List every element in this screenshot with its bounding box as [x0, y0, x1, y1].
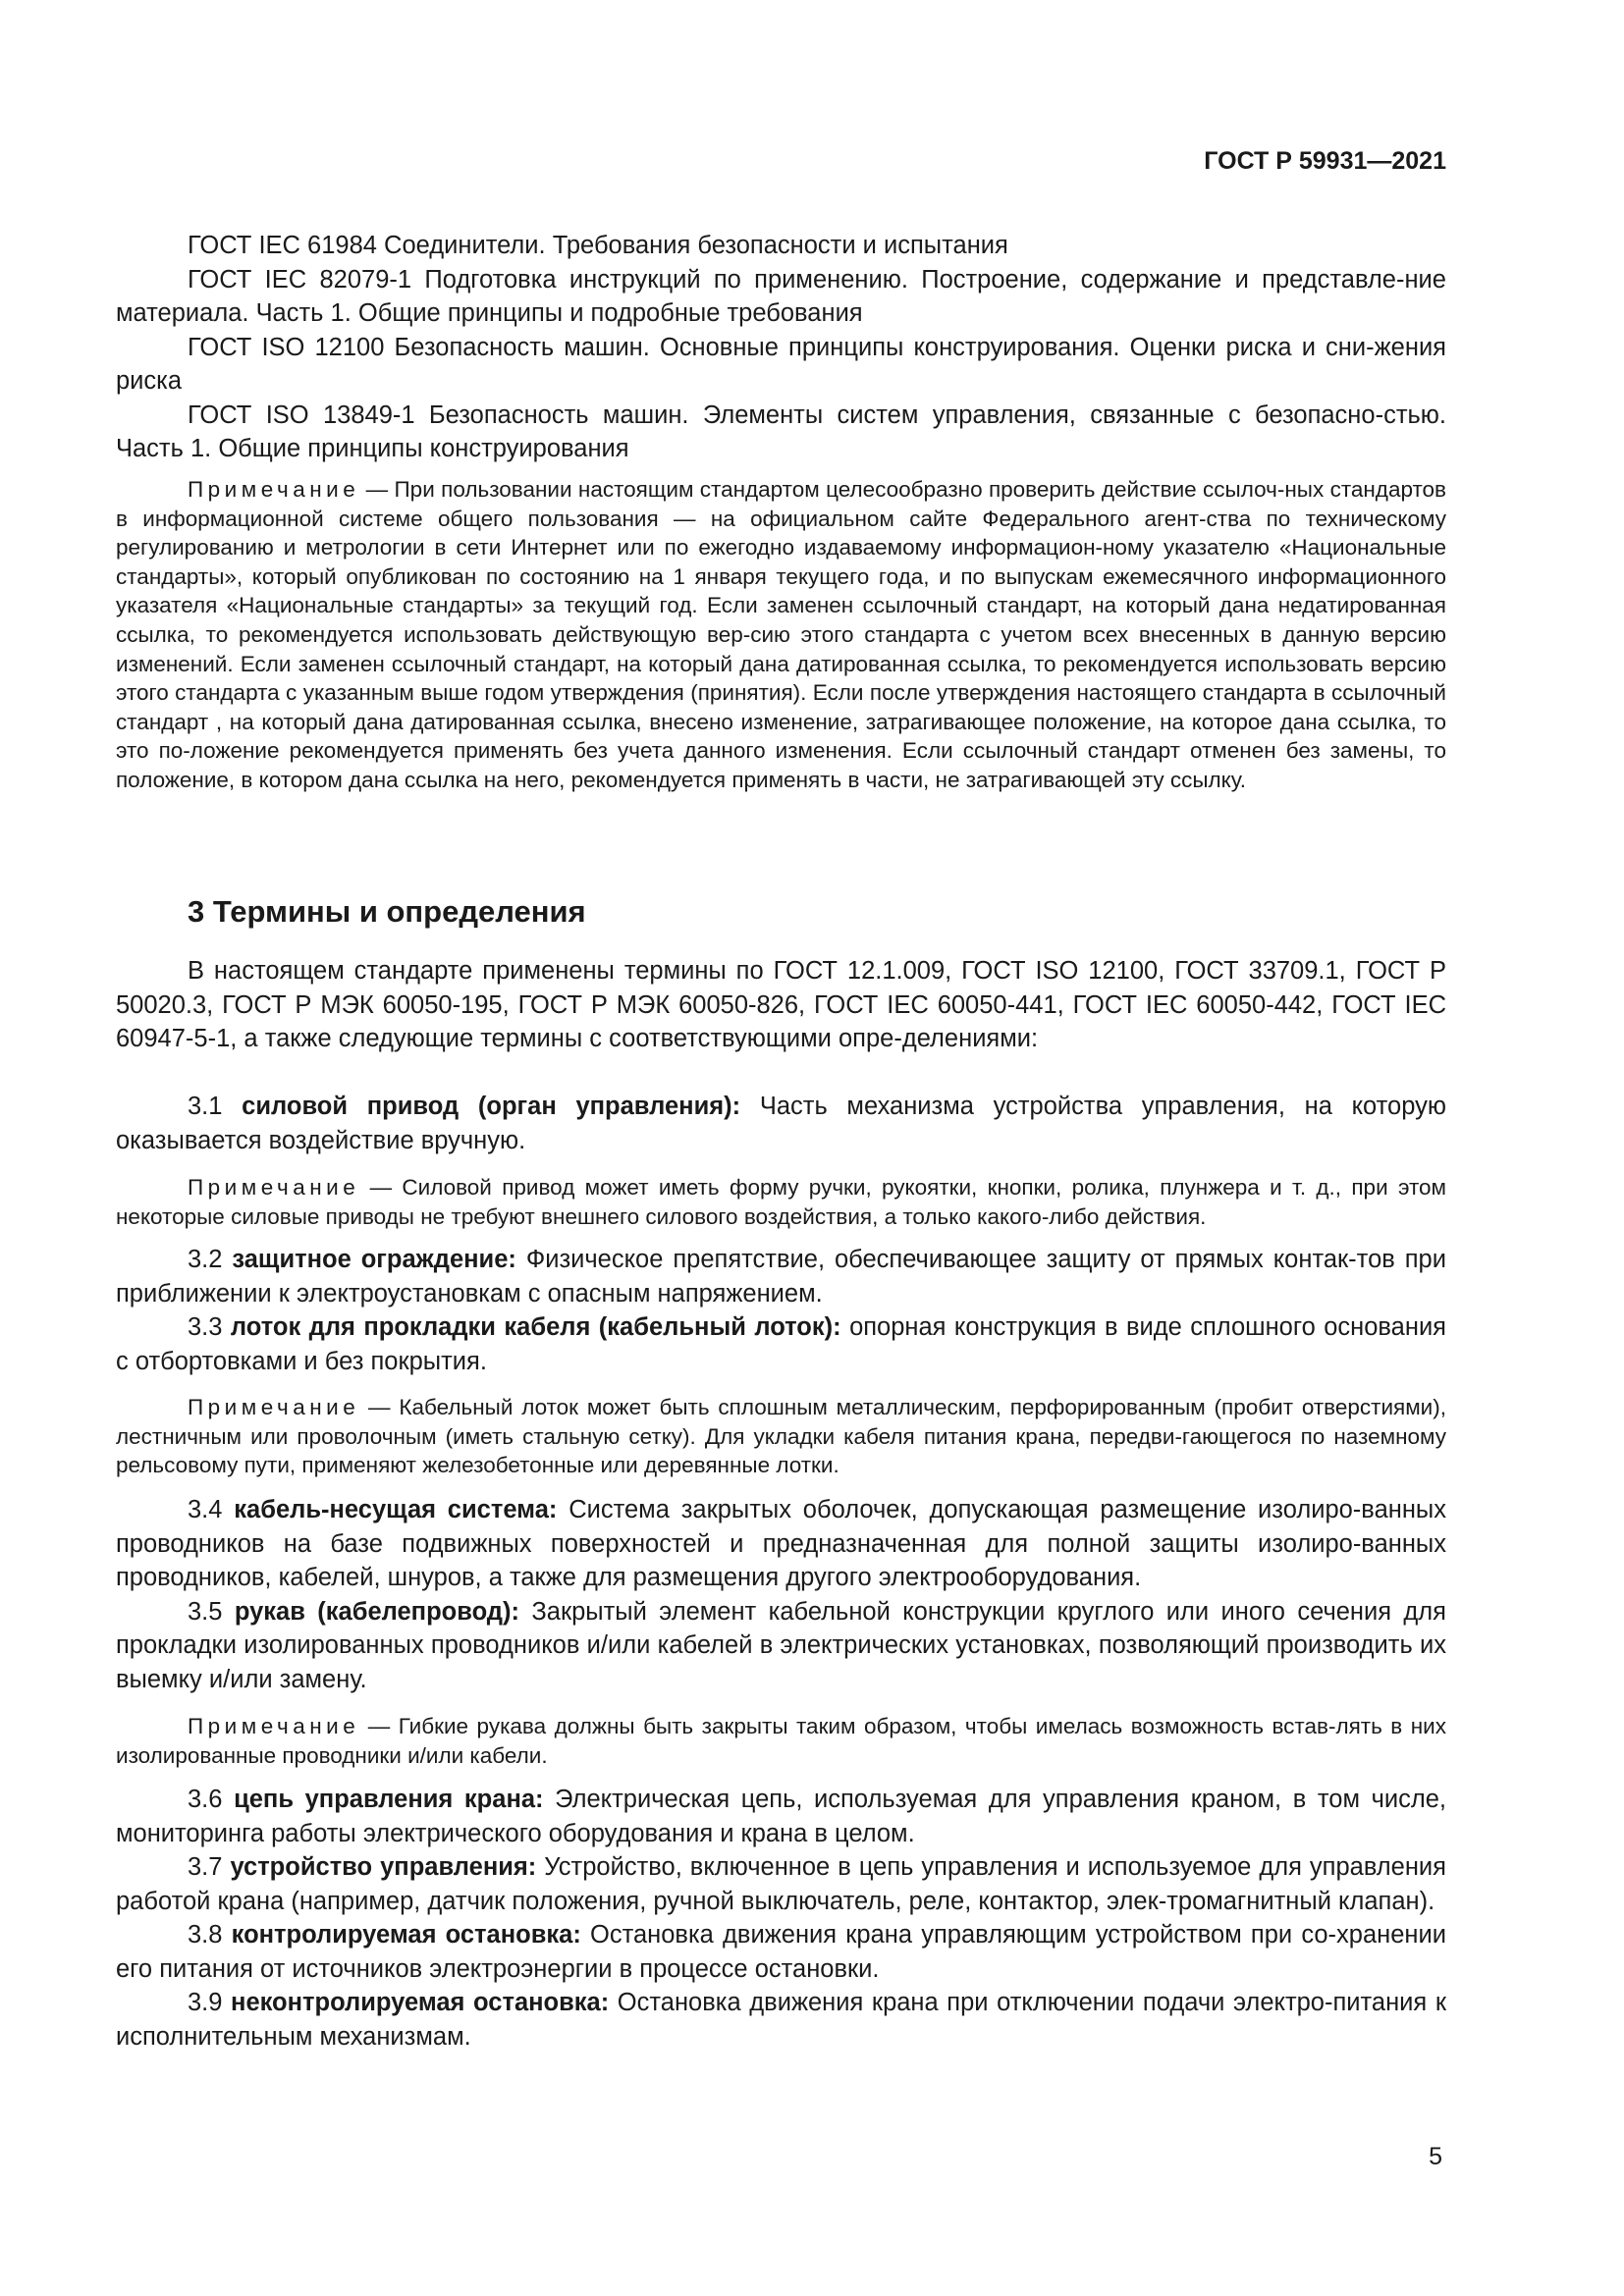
term-number: 3.6 [188, 1786, 223, 1813]
note-paragraph [116, 1393, 1446, 1480]
term-definition [116, 1850, 1446, 1918]
note-text: — При пользовании настоящим стандартом целесообразно проверить действие ссылоч-ных стандартов в информационной системе общего пользования — на официальном сайте Федерального агент-ства по техническому регулированию и метрологии в сети Интернет или по ежегодно издаваемому информацион-ному указателю «Национальные стандарты», который опубликован по состоянию на 1 января текущего года, и по выпускам ежемесячного информационного указателя «Национальные стандарты» за текущий год. Если заменен ссылочный стандарт, на который дана недатированная ссылка, то рекомендуется использовать действующую вер-сию этого стандарта с учетом всех внесенных в данную версию изменений. Если заменен ссылочный стандарт, на который дана датированная ссылка, то рекомендуется использовать версию этого стандарта с указанным выше годом утверждения (принятия). Если после утверждения настоящего стандарта в ссылочный стандарт , на который дана датированная ссылка, внесено изменение, затрагивающее положение, на которое дана ссылка, то это по-ложение рекомендуется применять без учета данного изменения. Если ссылочный стандарт отменен без замены, то положение, в котором дана ссылка на него, рекомендуется применять в части, не затрагивающей эту ссылку. [116, 477, 1446, 792]
term-name: кабель-несущая система: [234, 1496, 558, 1523]
term-number: 3.8 [188, 1921, 223, 1949]
term-text: Устройство, включенное в цепь управления и используемое для управления работой крана (например, датчик положения, ручной выключатель, реле, контактор, элек-тромагнитный клапан). [116, 1853, 1446, 1915]
term-definition [116, 1090, 1446, 1157]
note-text: — Гибкие рукава должны быть закрыты таким образом, чтобы имелась возможность встав-лять в них изолированные проводники и/или кабели. [116, 1714, 1446, 1768]
term-definition [116, 1595, 1446, 1697]
note-paragraph [116, 1712, 1446, 1770]
term-number: 3.9 [188, 1989, 223, 2016]
section-intro-paragraph: В настоящем стандарте применены термины по ГОСТ 12.1.009, ГОСТ ISO 12100, ГОСТ 33709.1, ГОСТ Р 50020.3, ГОСТ Р МЭК 60050-195, ГОСТ Р МЭК 60050-826, ГОСТ IEC 60050-441, ГОСТ IEC 60050-442, ГОСТ IEC 60947-5-1, а также следующие термины с соответствующими опре-делениями: [116, 957, 1446, 1052]
note-label: Примечание [188, 1395, 360, 1419]
term-text: Остановка движения крана при отключении подачи электро-питания к исполнительным механизмам. [116, 1989, 1446, 2051]
reference-item: ГОСТ IEC 61984 Соединители. Требования безопасности и испытания [188, 232, 1008, 259]
term-name: рукав (кабелепровод): [234, 1597, 519, 1626]
note-3-1 [116, 1173, 1446, 1231]
note-label: Примечание [188, 477, 360, 502]
term-name: цепь управления крана: [234, 1786, 544, 1813]
note-label: Примечание [188, 1714, 360, 1738]
term-name: устройство управления: [230, 1853, 537, 1881]
term-definition [116, 1493, 1446, 1595]
terms-3-6-to-3-9 [116, 1783, 1446, 2054]
note-3-5 [116, 1712, 1446, 1770]
note-label: Примечание [188, 1175, 360, 1200]
note-text: — Силовой привод может иметь форму ручки, рукоятки, кнопки, ролика, плунжера и т. д., при этом некоторые силовые приводы не требуют внешнего силового воздействия, а только какого-либо действия. [116, 1175, 1446, 1229]
term-name: защитное ограждение: [232, 1246, 516, 1273]
terms-3-4-to-3-5 [116, 1493, 1446, 1696]
term-text: Остановка движения крана управляющим устройством при со-хранении его питания от источников электроэнергии в процессе остановки. [116, 1921, 1446, 1983]
term-text: Физическое препятствие, обеспечивающее защиту от прямых контак-тов при приближении к электроустановкам с опасным напряжением. [116, 1246, 1446, 1308]
term-name: контролируемая остановка: [231, 1921, 581, 1949]
term-number: 3.4 [188, 1496, 223, 1523]
term-number: 3.3 [188, 1313, 223, 1341]
term-definition [116, 1918, 1446, 1986]
note-paragraph [116, 1173, 1446, 1231]
term-number: 3.1 [188, 1093, 223, 1120]
term-name: неконтролируемая остановка: [231, 1989, 610, 2016]
reference-item: ГОСТ ISO 12100 Безопасность машин. Основные принципы конструирования. Оценки риска и сни-жения риска [116, 333, 1446, 395]
document-identifier: ГОСТ Р 59931—2021 [1204, 147, 1446, 175]
term-number: 3.2 [188, 1246, 223, 1273]
section-3-heading-block [116, 893, 1446, 931]
term-definition [116, 1986, 1446, 2054]
term-number: 3.7 [188, 1853, 223, 1881]
reference-item: ГОСТ IEC 82079-1 Подготовка инструкций по применению. Построение, содержание и представле-ние материала. Часть 1. Общие принципы и подробные требования [116, 265, 1446, 327]
normative-references-list [116, 229, 1446, 466]
term-3-1 [116, 1090, 1446, 1157]
term-definition [116, 1783, 1446, 1850]
term-text: Электрическая цепь, используемая для управления краном, в том числе, мониторинга работы электрического оборудования и крана в целом. [116, 1786, 1447, 1847]
reference-item: ГОСТ ISO 13849-1 Безопасность машин. Элементы систем управления, связанные с безопасно-стью. Часть 1. Общие принципы конструирования [116, 400, 1446, 462]
term-3-2 [116, 1243, 1446, 1378]
term-definition [116, 1310, 1446, 1378]
term-text: Закрытый элемент кабельной конструкции круглого или иного сечения для прокладки изолированных проводников и/или кабелей в электрических установках, позволяющий производить их выемку и/или замену. [116, 1597, 1446, 1693]
note-text: — Кабельный лоток может быть сплошным металлическим, перфорированным (пробит отверстиями), лестничным или проволочным (иметь стальную сетку). Для укладки кабеля питания крана, передви-гающегося по наземному рельсовому пути, применяют железобетонные или деревянные лотки. [116, 1395, 1446, 1478]
term-text: опорная конструкция в виде сплошного основания с отбортовками и без покрытия. [116, 1313, 1446, 1375]
section-3-intro [116, 954, 1446, 1056]
term-number: 3.5 [188, 1597, 223, 1626]
note-paragraph [116, 475, 1446, 795]
term-name: лоток для прокладки кабеля (кабельный лоток): [230, 1313, 841, 1341]
page-number: 5 [1429, 2143, 1442, 2170]
note-3-3 [116, 1393, 1446, 1480]
term-definition [116, 1243, 1446, 1310]
section-heading: 3 Термины и определения [188, 894, 586, 929]
term-name: силовой привод (орган управления): [242, 1093, 741, 1120]
references-note [116, 475, 1446, 795]
term-text: Система закрытых оболочек, допускающая размещение изолиро-ванных проводников на базе подвижных поверхностей и предназначенная для полной защиты изолиро-ванных проводников, кабелей, шнуров, а также для размещения другого электрооборудования. [116, 1496, 1446, 1591]
term-text: Часть механизма устройства управления, на которую оказывается воздействие вручную. [116, 1093, 1446, 1154]
